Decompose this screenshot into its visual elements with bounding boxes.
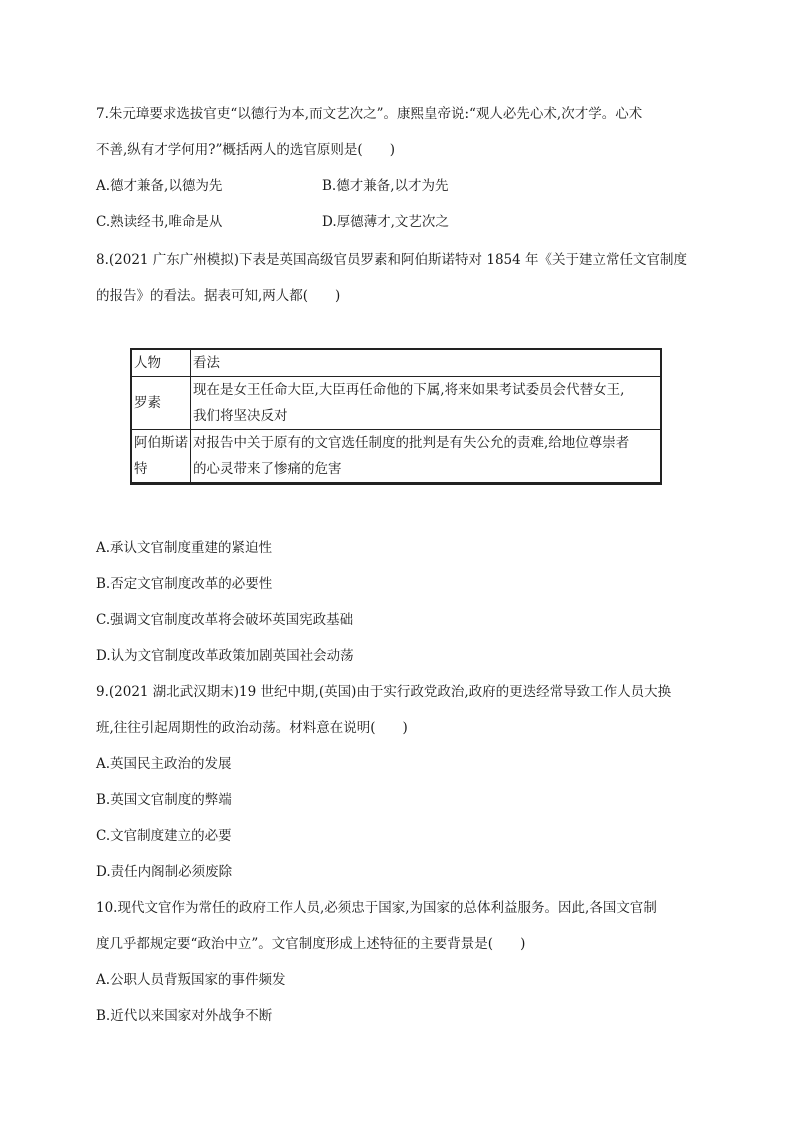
- q7-stem-line2: 不善,纵有才学何用?”概括两人的选官原则是( ): [96, 142, 395, 158]
- q9-option-b: B.英国文官制度的弊端: [96, 792, 232, 808]
- q8-option-a: A.承认文官制度重建的紧迫性: [96, 540, 273, 556]
- q9-option-c: C.文官制度建立的必要: [96, 828, 232, 844]
- q8-option-d: D.认为文官制度改革政策加剧英国社会动荡: [96, 648, 354, 664]
- q9-stem-line2: 班,往往引起周期性的政治动荡。材料意在说明( ): [96, 720, 408, 736]
- view-line: 现在是女王任命大臣,大臣再任命他的下属,将来如果考试委员会代替女王,: [193, 382, 625, 398]
- table-cell-person: [131, 430, 191, 484]
- person-line: 特: [134, 461, 148, 477]
- table-row: [131, 377, 661, 430]
- q8-option-b: B.否定文官制度改革的必要性: [96, 576, 273, 592]
- q7-stem-line1: 7.朱元璋要求选拔官吏“以德行为本,而文艺次之”。康熙皇帝说:“观人必先心术,次才学。心术: [96, 106, 643, 122]
- table-header-row: [131, 349, 661, 377]
- q8-option-c: C.强调文官制度改革将会破坏英国宪政基础: [96, 612, 354, 628]
- view-line: 我们将坚决反对: [193, 408, 288, 424]
- q7-option-c: C.熟读经书,唯命是从: [96, 214, 223, 230]
- q7-option-d: D.厚德薄才,文艺次之: [322, 214, 449, 230]
- q8-stem-line1: 8.(2021 广东广州模拟)下表是英国高级官员罗素和阿伯斯诺特对 1854 年《关于建立常任文官制度: [96, 252, 687, 268]
- table-header-person: 人物: [131, 349, 191, 377]
- table-cell-view: [191, 430, 662, 484]
- table-cell-person: 罗素: [131, 377, 191, 430]
- table-row: [131, 430, 661, 484]
- table-header-view: 看法: [191, 349, 662, 377]
- q7-option-a: A.德才兼备,以德为先: [96, 178, 223, 194]
- person-line: 阿伯斯诺: [134, 435, 188, 451]
- view-line: 的心灵带来了惨痛的危害: [193, 461, 342, 477]
- table-cell-view: [191, 377, 662, 430]
- q10-option-b: B.近代以来国家对外战争不断: [96, 1008, 273, 1024]
- q9-stem-line1: 9.(2021 湖北武汉期末)19 世纪中期,(英国)由于实行政党政治,政府的更迭经常导致工作人员大换: [96, 684, 672, 700]
- q7-option-b: B.德才兼备,以才为先: [322, 178, 449, 194]
- q10-stem-line2: 度几乎都规定要“政治中立”。文官制度形成上述特征的主要背景是( ): [96, 936, 526, 952]
- q10-option-a: A.公职人员背叛国家的事件频发: [96, 972, 286, 988]
- q8-stem-line2: 的报告》的看法。据表可知,两人都( ): [96, 288, 341, 304]
- view-line: 对报告中关于原有的文官选任制度的批判是有失公允的责难,给地位尊崇者: [193, 435, 630, 451]
- q10-stem-line1: 10.现代文官作为常任的政府工作人员,必须忠于国家,为国家的总体利益服务。因此,各国文官制: [96, 900, 657, 916]
- q9-option-a: A.英国民主政治的发展: [96, 756, 232, 772]
- opinion-table: [130, 348, 662, 485]
- q9-option-d: D.责任内阁制必须废除: [96, 864, 233, 880]
